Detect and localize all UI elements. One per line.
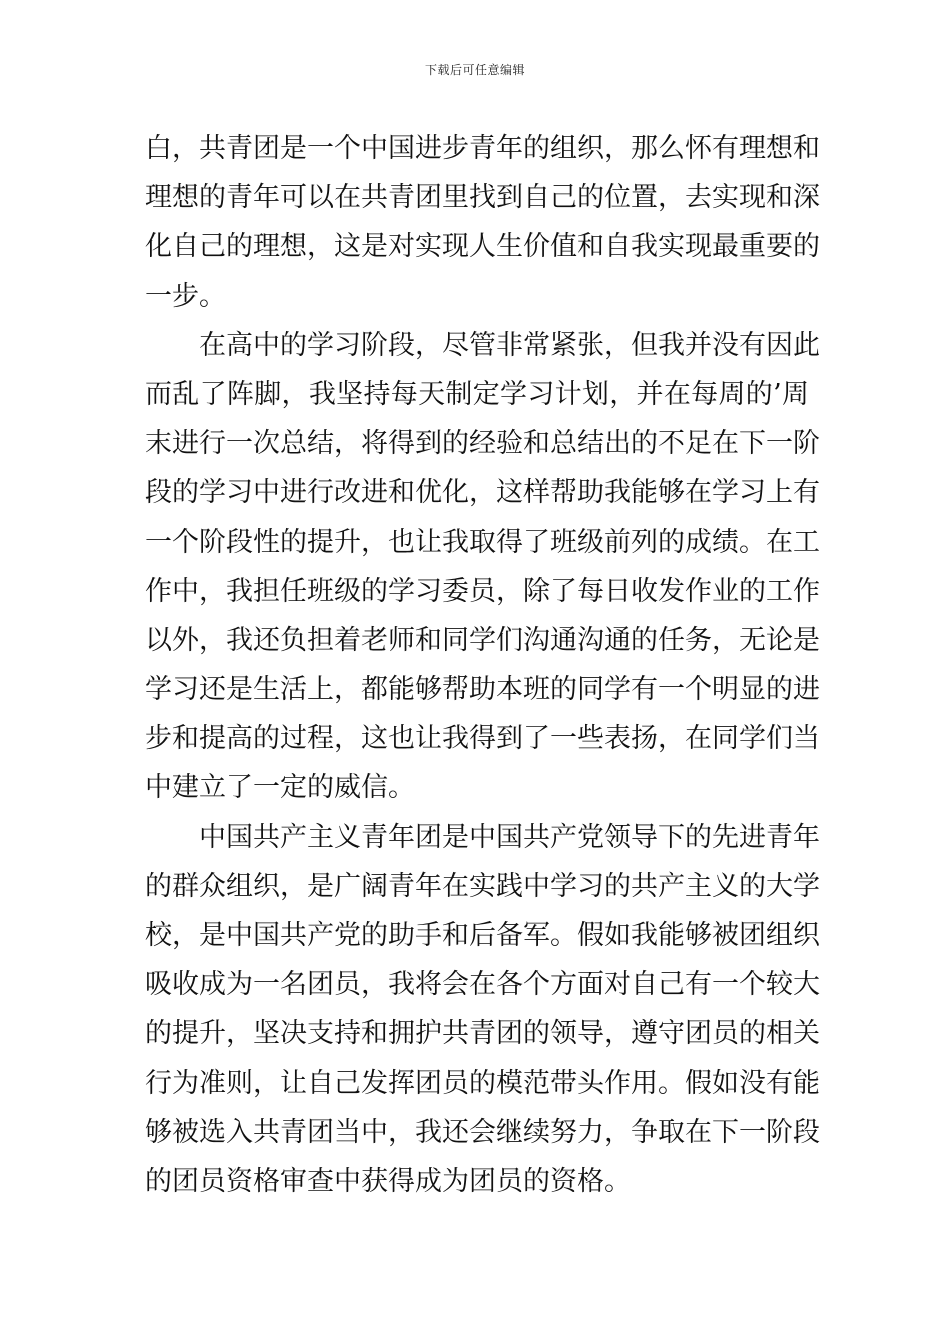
text-line: 行为准则，让自己发挥团员的模范带头作用。假如没有能: [145, 1067, 820, 1099]
text-line: 而乱了阵脚，我坚持每天制定学习计划，并在每周的’周: [145, 378, 809, 410]
text-line: 步和提高的过程，这也让我得到了一些表扬，在同学们当: [145, 723, 820, 755]
text-line: 化自己的理想，这是对实现人生价值和自我实现最重要的: [145, 231, 820, 263]
text-line: 作中，我担任班级的学习委员，除了每日收发作业的工作: [145, 575, 820, 607]
text-line: 吸收成为一名团员，我将会在各个方面对自己有一个较大: [145, 969, 820, 1001]
paragraph-1: [145, 124, 820, 321]
text-line: 的群众组织，是广阔青年在实践中学习的共产主义的大学: [145, 870, 820, 902]
text-line: 理想的青年可以在共青团里找到自己的位置，去实现和深: [145, 182, 820, 214]
text-line: 校，是中国共产党的助手和后备军。假如我能够被团组织: [145, 920, 820, 951]
text-line: 中国共产主义青年团是中国共产党领导下的先进青年: [199, 821, 820, 853]
text-line: 段的学习中进行改进和优化，这样帮助我能够在学习上有: [145, 477, 820, 509]
text-line: 够被选入共青团当中，我还会继续努力，争取在下一阶段: [145, 1116, 820, 1148]
text-line: 末进行一次总结，将得到的经验和总结出的不足在下一阶: [145, 428, 820, 460]
paragraph-2: [145, 321, 820, 813]
text-line: 白，共青团是一个中国进步青年的组织，那么怀有理想和: [145, 133, 820, 164]
text-line: 的团员资格审查中获得成为团员的资格。: [145, 1165, 631, 1197]
text-line: 在高中的学习阶段，尽管非常紧张，但我并没有因此: [199, 329, 820, 361]
document-body: [145, 124, 820, 1206]
paragraph-3: [145, 813, 820, 1207]
text-line: 一个阶段性的提升，也让我取得了班级前列的成绩。在工: [145, 526, 820, 558]
text-line: 学习还是生活上，都能够帮助本班的同学有一个明显的进: [145, 674, 820, 706]
text-line: 的提升，坚决支持和拥护共青团的领导，遵守团员的相关: [145, 1018, 820, 1050]
text-line: 一步。: [145, 280, 226, 312]
text-line: 中建立了一定的威信。: [145, 772, 415, 804]
text-line: 以外，我还负担着老师和同学们沟通沟通的任务，无论是: [145, 624, 820, 656]
page-header: 下载后可任意编辑: [424, 63, 525, 77]
